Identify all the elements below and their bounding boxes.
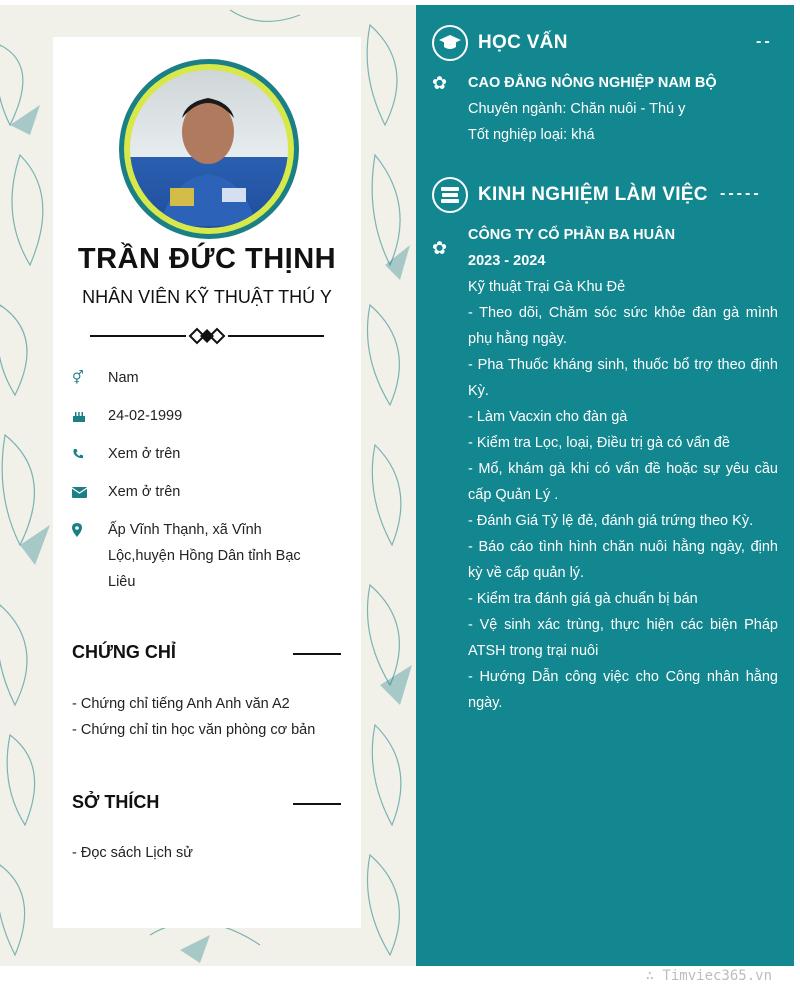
job-title: NHÂN VIÊN KỸ THUẬT THÚ Y — [82, 287, 332, 307]
experience-header — [432, 177, 708, 213]
education-block — [468, 70, 778, 148]
school-name: CAO ĐẲNG NÔNG NGHIỆP NAM BỘ — [468, 75, 717, 91]
work-period: 2023 - 2024 — [468, 253, 546, 269]
task-item: - Kiểm tra đánh giá gà chuẩn bị bán — [468, 591, 698, 607]
right-panel — [416, 5, 794, 966]
profile-photo — [130, 70, 288, 228]
position: Kỹ thuật Trại Gà Khu Đẻ — [468, 279, 626, 295]
experience-title: KINH NGHIỆM LÀM VIỆC — [478, 184, 708, 205]
task-item: - Theo dõi, Chăm sóc sức khỏe đàn gà mình phụ hằng ngày. — [468, 305, 778, 347]
clover-bullet-icon: ✿ — [432, 73, 448, 93]
watermark: ∴ Timviec365.vn — [645, 968, 772, 984]
gender-icon: ⚥ — [72, 370, 84, 385]
hobbies-list — [72, 840, 193, 866]
major: Chuyên ngành: Chăn nuôi - Thú y — [468, 101, 686, 117]
task-item: - Vệ sinh xác trùng, thực hiện các biện Pháp ATSH trong trại nuôi — [468, 617, 778, 659]
books-icon — [432, 177, 468, 213]
candidate-name: TRẦN ĐỨC THỊNH — [77, 243, 337, 275]
list-item: - Chứng chỉ tin học văn phòng cơ bản — [72, 722, 316, 738]
company-name: CÔNG TY CỔ PHẦN BA HUÂN — [468, 227, 676, 243]
task-item: - Đánh Giá Tỷ lệ đẻ, đánh giá trứng theo Kỳ. — [468, 513, 754, 529]
avatar — [119, 59, 299, 239]
info-phone: Xem ở trên — [72, 443, 342, 467]
info-gender: ⚥ Nam — [72, 367, 342, 391]
education-header — [432, 25, 568, 61]
certificates-title: CHỨNG CHỈ — [72, 642, 176, 662]
graduation-cap-icon — [432, 25, 468, 61]
phone-icon — [72, 443, 108, 465]
education-dashes: -- — [756, 33, 773, 50]
profile-card — [53, 37, 361, 928]
person-photo-icon — [130, 70, 286, 226]
decorative-divider-icon — [90, 327, 324, 345]
certificates-list — [72, 691, 315, 743]
personal-info-list — [72, 367, 342, 609]
list-item: - Đọc sách Lịch sử — [72, 845, 193, 861]
certificates-title-line — [293, 653, 341, 655]
info-birthday: 24-02-1999 — [72, 405, 342, 429]
info-email: Xem ở trên — [72, 481, 342, 505]
hobbies-title-line — [293, 803, 341, 805]
experience-dashes: ----- — [720, 185, 762, 202]
hobbies-title: SỞ THÍCH — [72, 792, 160, 812]
education-title: HỌC VẤN — [478, 32, 568, 53]
birthday-cake-icon — [72, 405, 108, 427]
email-icon — [72, 481, 108, 503]
graduation-grade: Tốt nghiệp loại: khá — [468, 127, 595, 143]
task-item: - Hướng Dẫn công việc cho Công nhân hằng ngày. — [468, 669, 778, 711]
task-item: - Mổ, khám gà khi có vấn đề hoặc sự yêu cầu cấp Quản Lý . — [468, 461, 778, 503]
info-address: Ấp Vĩnh Thạnh, xã Vĩnh Lộc,huyện Hồng Dân tỉnh Bạc Liêu — [72, 519, 342, 595]
list-item: - Chứng chỉ tiếng Anh Anh văn A2 — [72, 696, 290, 712]
task-item: - Báo cáo tình hình chăn nuôi hằng ngày, định kỳ về cấp quản lý. — [468, 539, 778, 581]
clover-bullet-icon: ✿ — [432, 238, 448, 258]
task-item: - Pha Thuốc kháng sinh, thuốc bổ trợ theo định Kỳ. — [468, 357, 778, 399]
experience-block — [468, 222, 778, 716]
task-item: - Làm Vacxin cho đàn gà — [468, 409, 628, 425]
location-pin-icon — [72, 519, 108, 541]
task-item: - Kiểm tra Lọc, loại, Điều trị gà có vấn đề — [468, 435, 730, 451]
